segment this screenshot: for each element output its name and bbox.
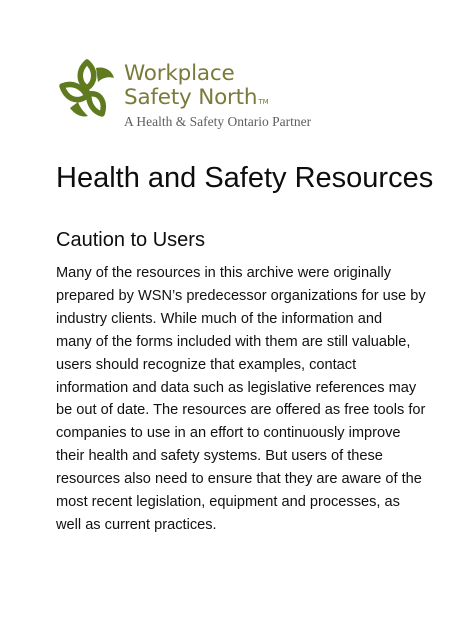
logo-wordmark xyxy=(124,62,269,110)
page-title: Health and Safety Resources xyxy=(56,162,434,194)
paragraph-line: most recent legislation, equipment and processes, as xyxy=(56,494,400,511)
paragraph-line: resources also need to ensure that they are aware of the xyxy=(56,471,422,488)
paragraph-line: information and data such as legislative references may xyxy=(56,379,417,396)
logo-name-line1: Workplace xyxy=(124,61,235,86)
logo-tagline: A Health & Safety Ontario Partner xyxy=(124,114,312,129)
trademark-mark: TM xyxy=(258,98,269,106)
section-heading: Caution to Users xyxy=(56,229,205,251)
paragraph-line: industry clients. While much of the information and xyxy=(56,310,383,327)
paragraph-line: many of the forms included with them are still valuable, xyxy=(56,333,411,350)
caution-paragraph xyxy=(56,262,428,537)
paragraph-line: be out of date. The resources are offered as free tools for xyxy=(56,402,426,419)
paragraph-line: companies to use in an effort to continuously improve xyxy=(56,425,401,442)
trillium-logo-icon xyxy=(56,56,118,122)
paragraph-line: prepared by WSN’s predecessor organizations for use by xyxy=(56,287,426,304)
wsn-logo xyxy=(56,56,326,136)
paragraph-line: users should recognize that examples, contact xyxy=(56,356,357,373)
paragraph-line: their health and safety systems. But users of these xyxy=(56,448,383,465)
paragraph-line: Many of the resources in this archive were originally xyxy=(56,265,391,281)
logo-name-line2: Safety North xyxy=(124,85,258,110)
paragraph-line: well as current practices. xyxy=(56,516,217,533)
